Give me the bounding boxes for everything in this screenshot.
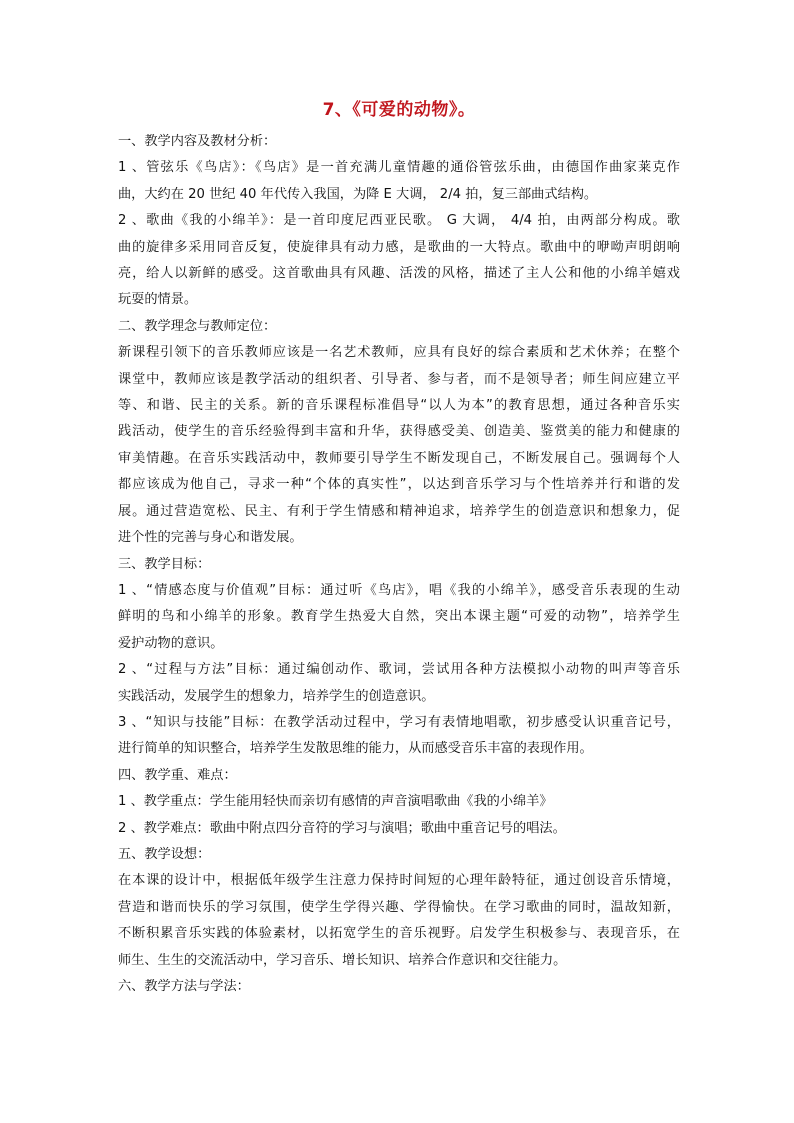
text-line: 爱护动物的意识。 xyxy=(118,635,224,651)
text-line: 1 、“情感态度与价值观”目标：通过听《鸟店》，唱《我的小绵羊》，感受音乐表现的生动 xyxy=(118,582,680,598)
document-body xyxy=(118,129,680,1000)
text-line: 曲，大约在 20 世纪 40 年代传入我国，为降 E 大调， 2/4 拍，复三部曲式结构。 xyxy=(118,186,598,202)
text-line: 二、教学理念与教师定位： xyxy=(118,318,277,334)
document-title: 7、《可爱的动物》。 xyxy=(322,100,476,120)
text-line: 三、教学目标： xyxy=(118,556,211,572)
text-line: 师生、生生的交流活动中，学习音乐、增长知识、培养合作意识和交往能力。 xyxy=(118,952,567,968)
text-line: 都应该成为他自己，寻求一种“个体的真实性”，以达到音乐学习与个性培养并行和谐的发 xyxy=(118,477,680,493)
text-line: 六、教学方法与学法： xyxy=(118,979,250,994)
text-line: 鲜明的鸟和小绵羊的形象。教育学生热爱大自然，突出本课主题“可爱的动物”，培养学生 xyxy=(118,609,680,625)
text-line: 展。通过营造宽松、民主、有利于学生情感和精神追求，培养学生的创造意识和想象力，促 xyxy=(118,503,680,519)
text-line: 进行简单的知识整合，培养学生发散思维的能力，从而感受音乐丰富的表现作用。 xyxy=(118,741,593,757)
text-line: 进个性的完善与身心和谐发展。 xyxy=(118,530,303,546)
text-line: 等、和谐、民主的关系。新的音乐课程标准倡导“以人为本”的教育思想，通过各种音乐实 xyxy=(118,398,680,414)
text-line: 玩耍的情景。 xyxy=(118,292,198,308)
text-line: 2 、教学难点：歌曲中附点四分音符的学习与演唱；歌曲中重音记号的唱法。 xyxy=(118,820,566,836)
text-line: 1 、教学重点：学生能用轻快而亲切有感情的声音演唱歌曲《我的小绵羊》 xyxy=(118,794,553,810)
text-line: 2 、“过程与方法”目标：通过编创动作、歌词，尝试用各种方法模拟小动物的叫声等音乐 xyxy=(118,662,680,678)
text-line: 营造和谐而快乐的学习氛围，使学生学得兴趣、学得愉快。在学习歌曲的同时，温故知新， xyxy=(118,899,680,915)
document-page xyxy=(118,98,680,1000)
text-line: 实践活动，发展学生的想象力，培养学生的创造意识。 xyxy=(118,688,435,704)
text-line: 2 、歌曲《我的小绵羊》：是一首印度尼西亚民歌。 G 大调， 4/4 拍，由两部分构成。歌 xyxy=(118,213,680,229)
text-line: 审美情趣。在音乐实践活动中，教师要引导学生不断发现自己，不断发展自己。强调每个人 xyxy=(118,450,680,466)
text-line: 新课程引领下的音乐教师应该是一名艺术教师，应具有良好的综合素质和艺术休养；在整个 xyxy=(118,345,680,361)
text-line: 五、教学设想： xyxy=(118,846,211,862)
text-line: 不断积累音乐实践的体验素材，以拓宽学生的音乐视野。启发学生积极参与、表现音乐，在 xyxy=(118,926,680,942)
text-line: 四、教学重、难点： xyxy=(118,767,237,783)
text-line: 亮，给人以新鲜的感受。这首歌曲具有风趣、活泼的风格，描述了主人公和他的小绵羊嬉戏 xyxy=(118,266,680,282)
text-line: 在本课的设计中，根据低年级学生注意力保持时间短的心理年龄特征，通过创设音乐情境， xyxy=(118,873,680,889)
text-line: 1 、管弦乐《鸟店》：《鸟店》是一首充满儿童情趣的通俗管弦乐曲，由德国作曲家莱克作 xyxy=(118,160,680,176)
text-line: 曲的旋律多采用同音反复，使旋律具有动力感，是歌曲的一大特点。歌曲中的咿呦声明朗响 xyxy=(118,239,680,255)
text-line: 3 、“知识与技能”目标：在教学活动过程中，学习有表情地唱歌，初步感受认识重音记号， xyxy=(118,714,680,730)
text-line: 课堂中，教师应该是教学活动的组织者、引导者、参与者，而不是领导者；师生间应建立平 xyxy=(118,371,680,387)
text-line: 践活动，使学生的音乐经验得到丰富和升华，获得感受美、创造美、鉴赏美的能力和健康的 xyxy=(118,424,680,440)
text-line: 一、教学内容及教材分析： xyxy=(118,134,277,149)
